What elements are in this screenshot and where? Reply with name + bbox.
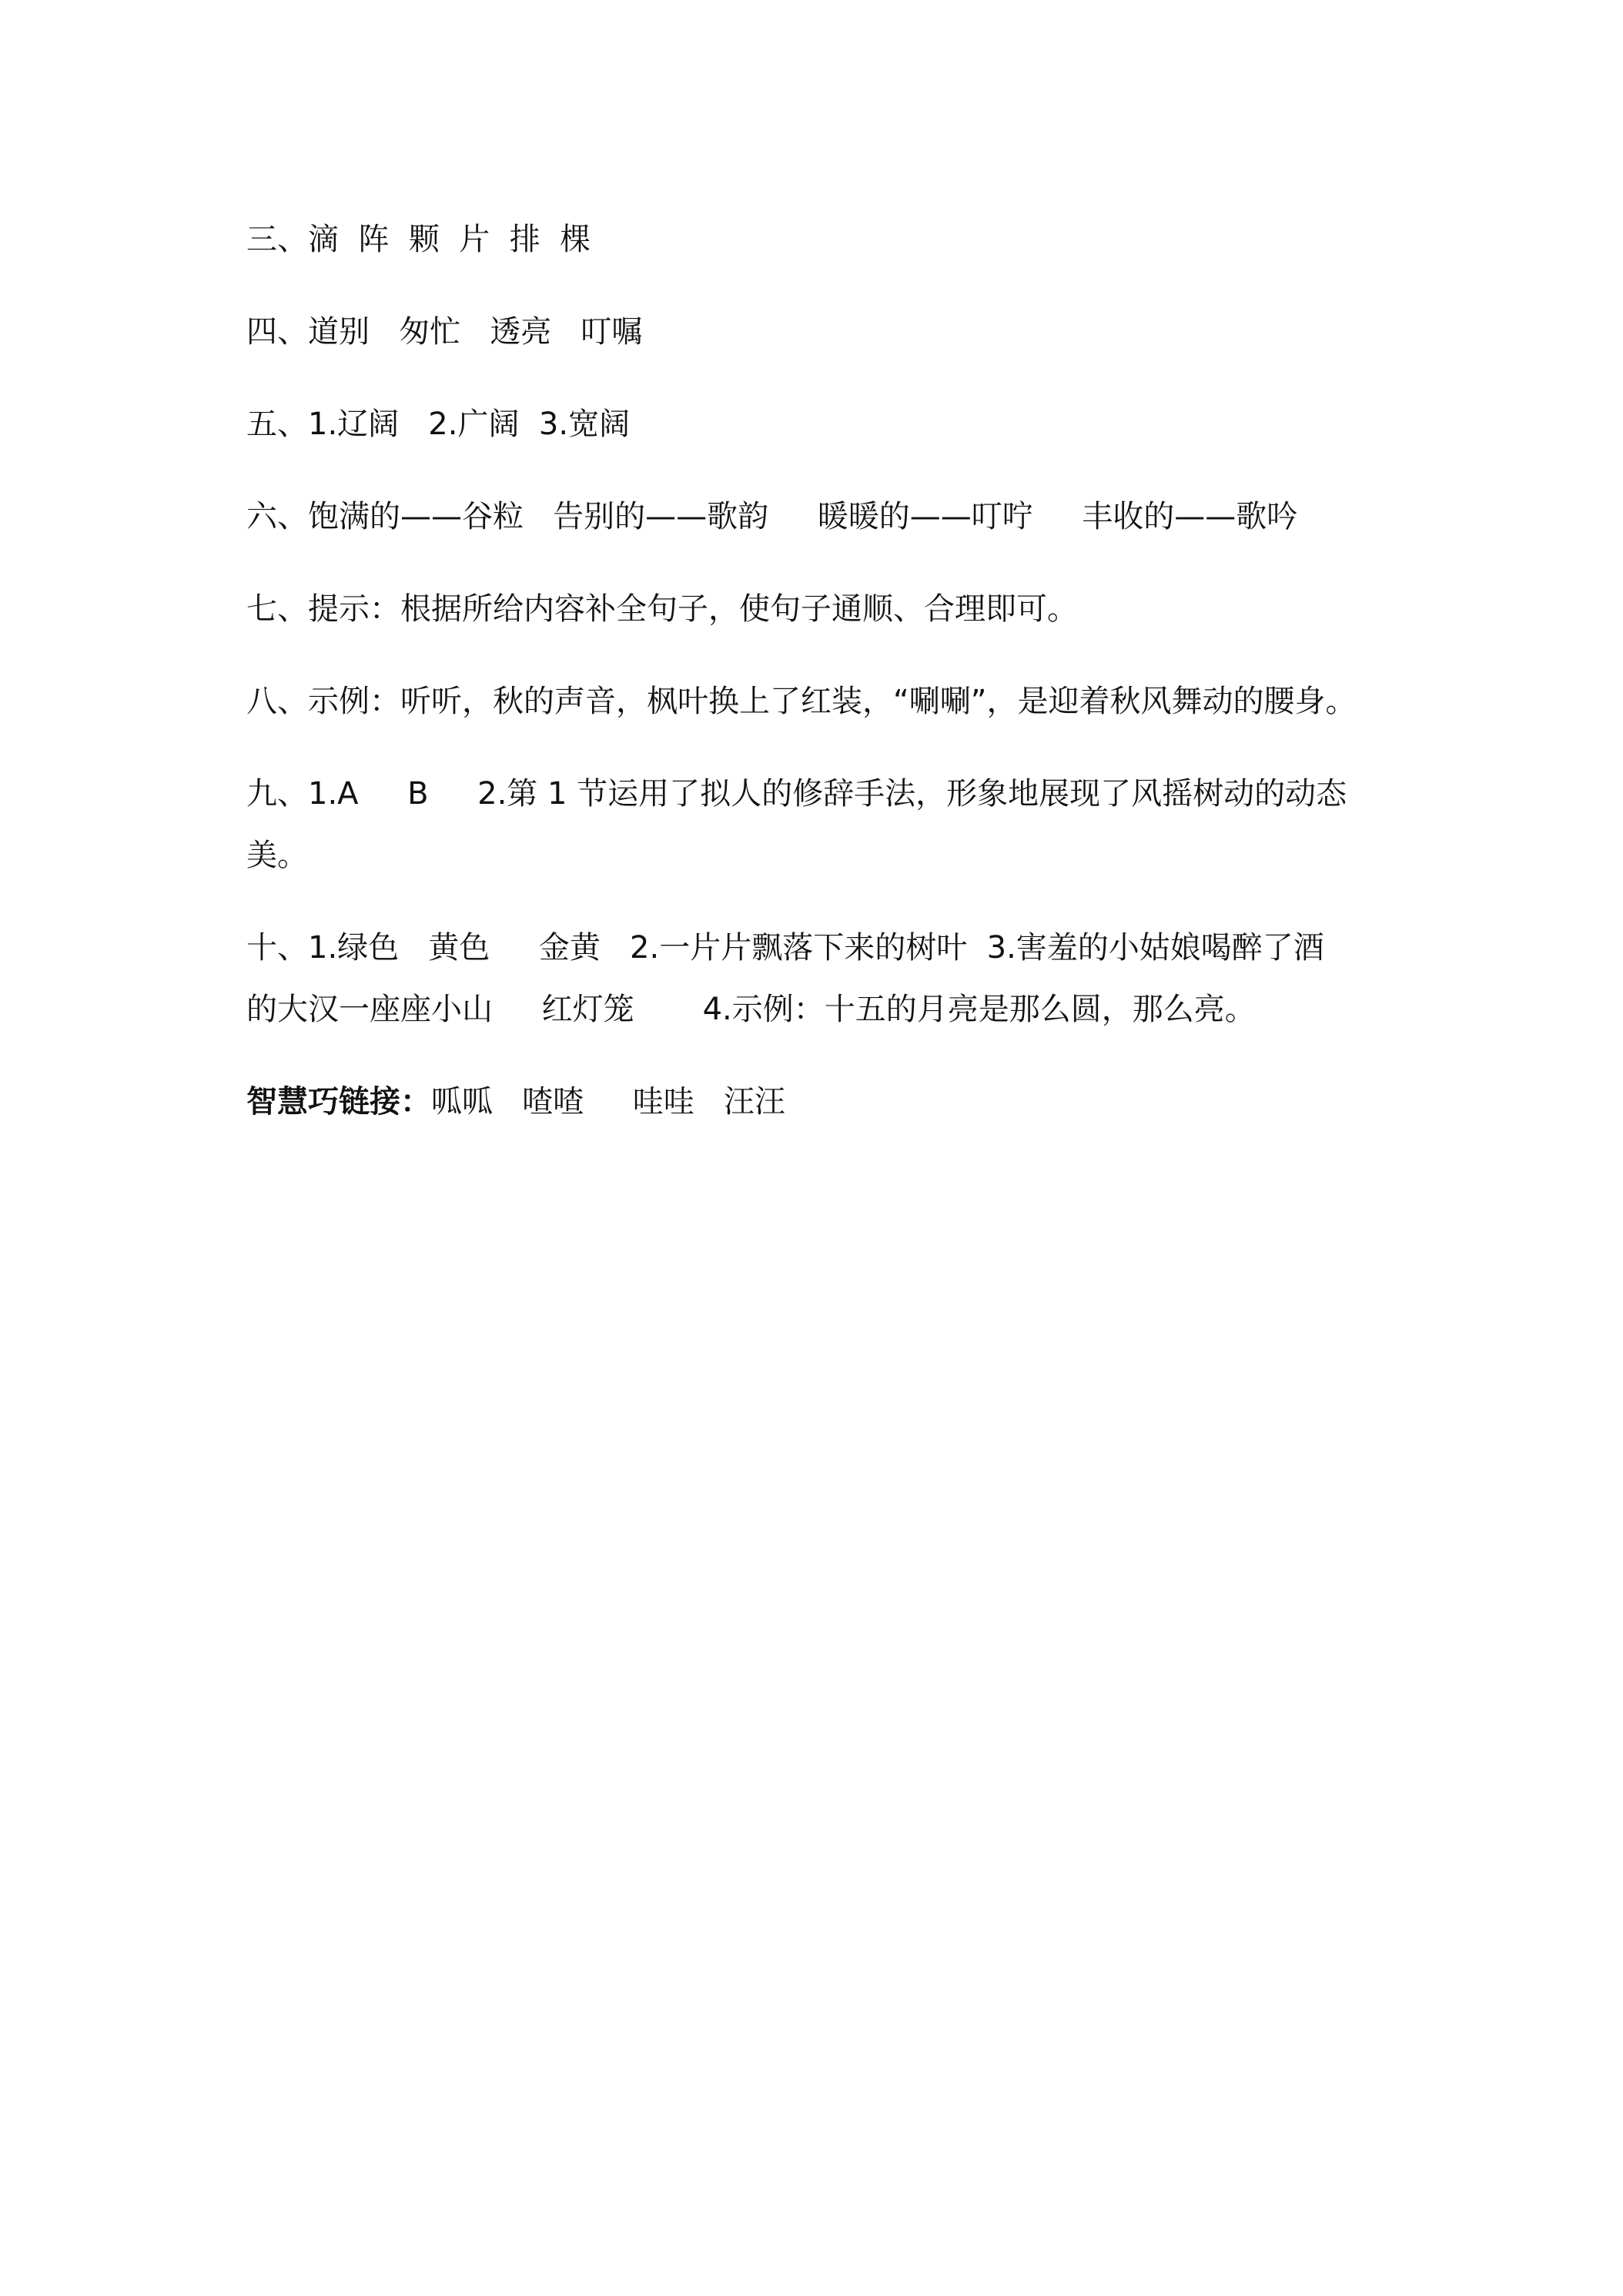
wisdom-link-label: 智慧巧链接： [246,1084,431,1120]
wisdom-link [246,1078,1401,1126]
answer-five: 五、1.辽阔 2.广阔 3.宽阔 [246,407,631,442]
answer-six: 六、饱满的——谷粒 告别的——歌韵 暖暖的——叮咛 丰收的——歌吟 [246,499,1298,534]
answer-nine-line-2: 美。 [246,838,308,873]
wisdom-link-text: 呱呱 喳喳 哇哇 汪汪 [431,1084,785,1120]
answer-nine-line-1: 九、1.A B 2.第 1 节运用了拟人的修辞手法，形象地展现了风摇树动的动态 [246,776,1347,812]
answer-ten-line-2: 的大汉一座座小山 红灯笼 4.示例：十五的月亮是那么圆，那么亮。 [246,992,1256,1027]
answer-ten-line-1: 十、1.绿色 黄色 金黄 2.一片片飘落下来的树叶 3.害羞的小姑娘喝醉了酒 [246,930,1324,966]
answer-ten [246,924,1401,1033]
answer-nine [246,770,1401,879]
answer-four: 四、道别 匆忙 透亮 叮嘱 [246,314,643,350]
answer-three: 三、滴 阵 颗 片 排 棵 [246,222,591,257]
answer-content [246,216,1401,1126]
answer-eight: 八、示例：听听，秋的声音，枫叶换上了红装，“唰唰”，是迎着秋风舞动的腰身。 [246,684,1357,719]
answer-seven: 七、提示：根据所给内容补全句子，使句子通顺、合理即可。 [246,591,1078,627]
